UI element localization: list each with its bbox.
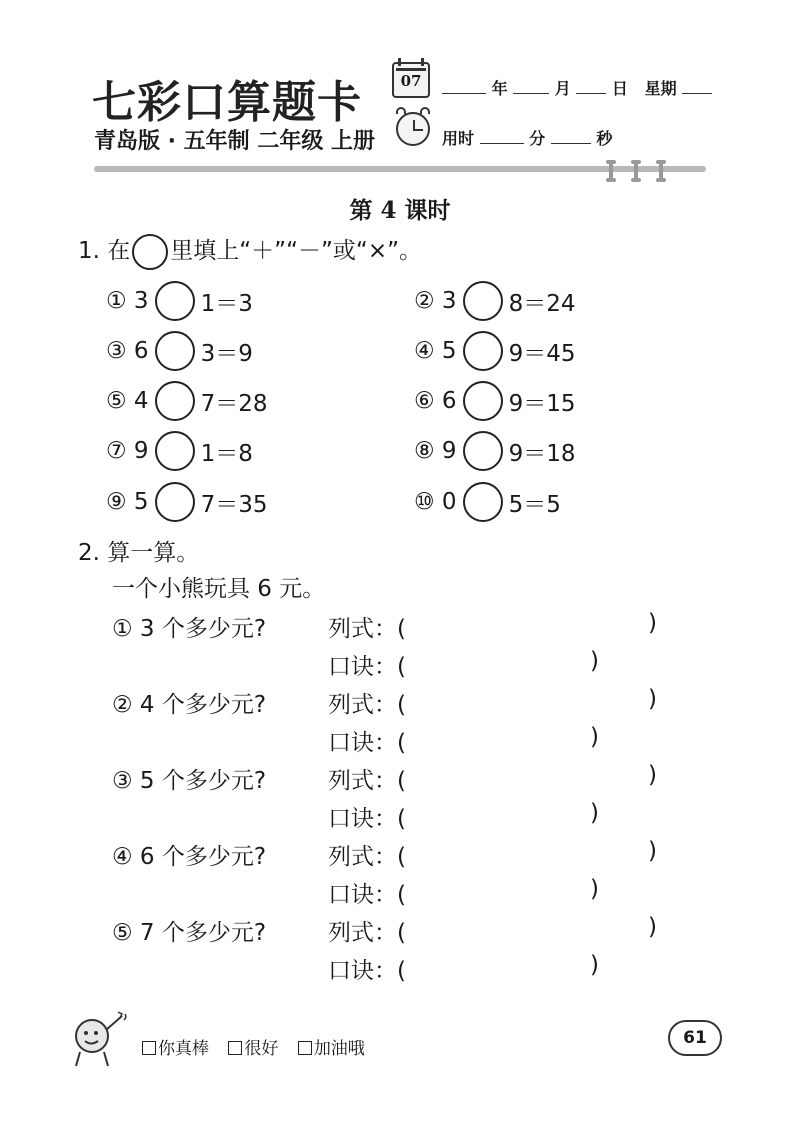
page-number: 61 — [668, 1020, 722, 1056]
formula-label: 列式：( — [328, 616, 406, 642]
calendar-day: 07 — [400, 72, 422, 90]
q1-item-left: ⑨ 5 — [106, 489, 149, 515]
formula-label: 列式：( — [328, 844, 406, 870]
month-label: 月 — [554, 79, 571, 98]
header-divider — [94, 166, 706, 172]
q1-item-9 — [106, 481, 267, 523]
day-label: 日 — [611, 79, 628, 98]
second-label: 秒 — [596, 129, 613, 148]
q1-item-right: 1＝3 — [200, 290, 253, 317]
q1-prompt — [78, 232, 422, 270]
rhyme-label: 口诀：( — [328, 730, 406, 756]
q2-title: 2. 算一算。 — [78, 540, 200, 566]
operator-blank[interactable] — [155, 431, 195, 471]
q2-context: 一个小熊玩具 6 元。 — [112, 576, 326, 602]
formula-close-paren: ) — [648, 686, 657, 712]
formula-label: 列式：( — [328, 768, 406, 794]
weekday-label: 星期 — [644, 79, 677, 98]
formula-close-paren: ) — [648, 838, 657, 864]
circle-sample-icon — [132, 234, 168, 270]
lesson-title: 第 4 课时 — [349, 197, 451, 224]
q1-item-right: 9＝45 — [508, 340, 576, 367]
q1-item-left: ② 3 — [414, 288, 457, 314]
q1-item-2 — [414, 280, 575, 322]
rating-label: 加油哦 — [313, 1039, 365, 1059]
q1-prompt-before: 在 — [107, 238, 131, 264]
q1-item-left: ⑥ 6 — [414, 388, 457, 414]
q2-item-question: ③ 5 个多少元? — [112, 768, 267, 794]
checkbox-icon[interactable] — [228, 1041, 242, 1055]
q1-item-left: ⑤ 4 — [106, 388, 149, 414]
q1-item-right: 8＝24 — [508, 290, 576, 317]
q1-item-left: ④ 5 — [414, 338, 457, 364]
checkbox-icon[interactable] — [142, 1041, 156, 1055]
q1-item-right: 1＝8 — [200, 440, 253, 467]
rhyme-label: 口诀：( — [328, 882, 406, 908]
q1-prompt-after: 里填上“＋”“－”或“×”。 — [170, 238, 423, 264]
formula-label: 列式：( — [328, 692, 406, 718]
minute-label: 分 — [529, 129, 546, 148]
date-fill-line — [442, 76, 712, 99]
q1-item-8 — [414, 430, 575, 472]
rhyme-close-paren: ) — [590, 800, 599, 826]
operator-blank[interactable] — [463, 381, 503, 421]
q1-item-left: ⑧ 9 — [414, 438, 457, 464]
q1-item-10 — [414, 481, 561, 523]
q1-item-4 — [414, 330, 575, 372]
q2-item-question: ① 3 个多少元? — [112, 616, 267, 642]
q1-item-right: 7＝35 — [200, 491, 268, 518]
q1-number: 1. — [78, 238, 100, 264]
rhyme-label: 口诀：( — [328, 958, 406, 984]
edition-label: 青岛版 · 五年制 二年级 上册 — [94, 129, 375, 154]
q1-item-left: ⑩ 0 — [414, 489, 457, 515]
operator-blank[interactable] — [155, 482, 195, 522]
rating-label: 很好 — [244, 1039, 279, 1059]
operator-blank[interactable] — [155, 331, 195, 371]
q1-item-7 — [106, 430, 253, 472]
formula-close-paren: ) — [648, 914, 657, 940]
q1-item-right: 3＝9 — [200, 340, 253, 367]
operator-blank[interactable] — [463, 431, 503, 471]
rating-option[interactable] — [228, 1039, 278, 1059]
rhyme-close-paren: ) — [590, 648, 599, 674]
rhyme-label: 口诀：( — [328, 654, 406, 680]
rhyme-close-paren: ) — [590, 952, 599, 978]
operator-blank[interactable] — [463, 281, 503, 321]
binder-pin-icon — [659, 160, 663, 182]
q1-item-left: ① 3 — [106, 288, 149, 314]
rhyme-close-paren: ) — [590, 876, 599, 902]
binder-pin-icon — [634, 160, 638, 182]
year-label: 年 — [491, 79, 508, 98]
self-rating — [142, 1034, 379, 1059]
rhyme-label: 口诀：( — [328, 806, 406, 832]
operator-blank[interactable] — [463, 331, 503, 371]
q1-item-5 — [106, 380, 267, 422]
formula-close-paren: ) — [648, 762, 657, 788]
calendar-icon — [392, 62, 430, 98]
operator-blank[interactable] — [155, 281, 195, 321]
operator-blank[interactable] — [155, 381, 195, 421]
brand-title: 七彩口算题卡 — [92, 77, 362, 128]
time-used-label: 用时 — [442, 129, 475, 148]
formula-label: 列式：( — [328, 920, 406, 946]
q1-item-left: ③ 6 — [106, 338, 149, 364]
q1-item-left: ⑦ 9 — [106, 438, 149, 464]
time-fill-line — [442, 126, 612, 149]
q1-item-right: 9＝18 — [508, 440, 576, 467]
q2-item-question: ⑤ 7 个多少元? — [112, 920, 267, 946]
q1-item-right: 7＝28 — [200, 390, 268, 417]
operator-blank[interactable] — [463, 482, 503, 522]
q2-item-question: ② 4 个多少元? — [112, 692, 267, 718]
q1-item-3 — [106, 330, 253, 372]
alarm-clock-icon — [396, 112, 430, 146]
q1-item-6 — [414, 380, 575, 422]
mascot-icon — [66, 1006, 130, 1070]
binder-pin-icon — [609, 160, 613, 182]
q1-item-1 — [106, 280, 253, 322]
rating-label: 你真棒 — [158, 1039, 209, 1059]
rhyme-close-paren: ) — [590, 724, 599, 750]
q1-item-right: 5＝5 — [508, 491, 561, 518]
rating-option[interactable] — [142, 1039, 209, 1059]
q1-item-right: 9＝15 — [508, 390, 576, 417]
formula-close-paren: ) — [648, 610, 657, 636]
rating-option[interactable] — [298, 1039, 365, 1059]
checkbox-icon[interactable] — [298, 1041, 312, 1055]
q2-item-question: ④ 6 个多少元? — [112, 844, 267, 870]
